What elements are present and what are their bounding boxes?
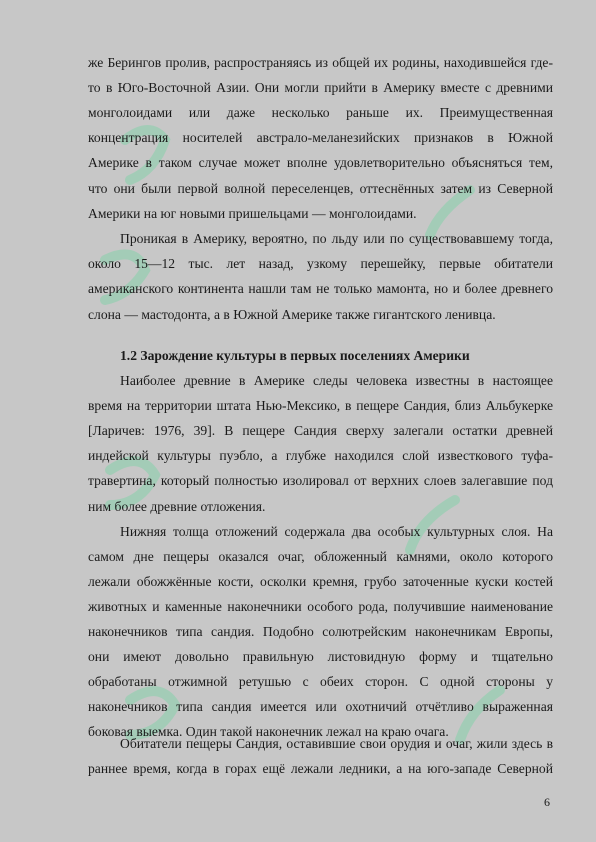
text-line: животных и каменные наконечники особого рода, получившие наименование (88, 599, 553, 614)
text-line: ним более древние отложения. (88, 499, 266, 514)
text-line: время на территории штата Нью-Мексико, в пещере Сандия, близ Альбукерке (88, 398, 553, 413)
text-line: лежали обожжённые кости, осколки кремня, грубо заточенные куски костей (88, 574, 553, 589)
text-line: Наиболее древние в Америке следы человека известны в настоящее (120, 373, 553, 388)
text-line: Америки на юг новыми пришельцами — монголоидами. (88, 206, 417, 221)
text-line: что они были первой волной переселенцев, оттеснённых затем из Северной (88, 181, 553, 196)
text-line: индейской культуры пуэбло, а глубже находился слой известкового туфа- (88, 448, 553, 463)
text-line: концентрация носителей австрало-меланезийских признаков в Южной (88, 130, 553, 145)
text-line: монголоидами или даже несколько раньше их. Преимущественная (88, 105, 553, 120)
text-line: травертина, который полностью изолировал от верхних слоев залегавшие под (88, 473, 553, 488)
text-line: то в Юго-Восточной Азии. Они могли прийти в Америку вместе с древними (88, 80, 553, 95)
text-line: наконечников типа сандия. Подобно солютрейским наконечникам Европы, (88, 624, 553, 639)
text-line: наконечников типа сандия имеется или охотничий отчётливо выраженная (88, 699, 553, 714)
text-line: же Берингов пролив, распространяясь из общей их родины, находившейся где- (88, 55, 553, 70)
text-line: Нижняя толща отложений содержала два особых культурных слоя. На (120, 524, 553, 539)
text-line: обработаны отжимной ретушью с обеих сторон. С одной стороны у (88, 674, 553, 689)
text-line: около 15—12 тыс. лет назад, узкому перешейку, первые обитатели (88, 256, 553, 271)
text-line: раннее время, когда в горах ещё лежали ледники, а на юго-западе Северной (88, 761, 553, 776)
text-line: [Ларичев: 1976, 39]. В пещере Сандия сверху залегали остатки древней (88, 423, 553, 438)
text-line: Проникая в Америку, вероятно, по льду или по существовавшему тогда, (120, 231, 553, 246)
page-number: 6 (544, 795, 550, 809)
text-line: они имеют довольно правильную листовидную форму и тщательно (88, 649, 553, 664)
text-line: слона — мастодонта, а в Южной Америке также гигантского ленивца. (88, 307, 496, 322)
text-line: Америке в таком случае может вполне удовлетворительно объясняться тем, (88, 155, 553, 170)
text-line: Обитатели пещеры Сандия, оставившие свои орудия и очаг, жили здесь в (120, 736, 553, 751)
text-line: американского континента нашли там не только мамонта, но и более древнего (88, 281, 553, 296)
text-line: боковая выемка. Один такой наконечник лежал на краю очага. (88, 724, 449, 739)
section-heading: 1.2 Зарождение культуры в первых поселениях Америки (120, 348, 470, 363)
text-line: самом дне пещеры оказался очаг, обложенный камнями, около которого (88, 549, 553, 564)
